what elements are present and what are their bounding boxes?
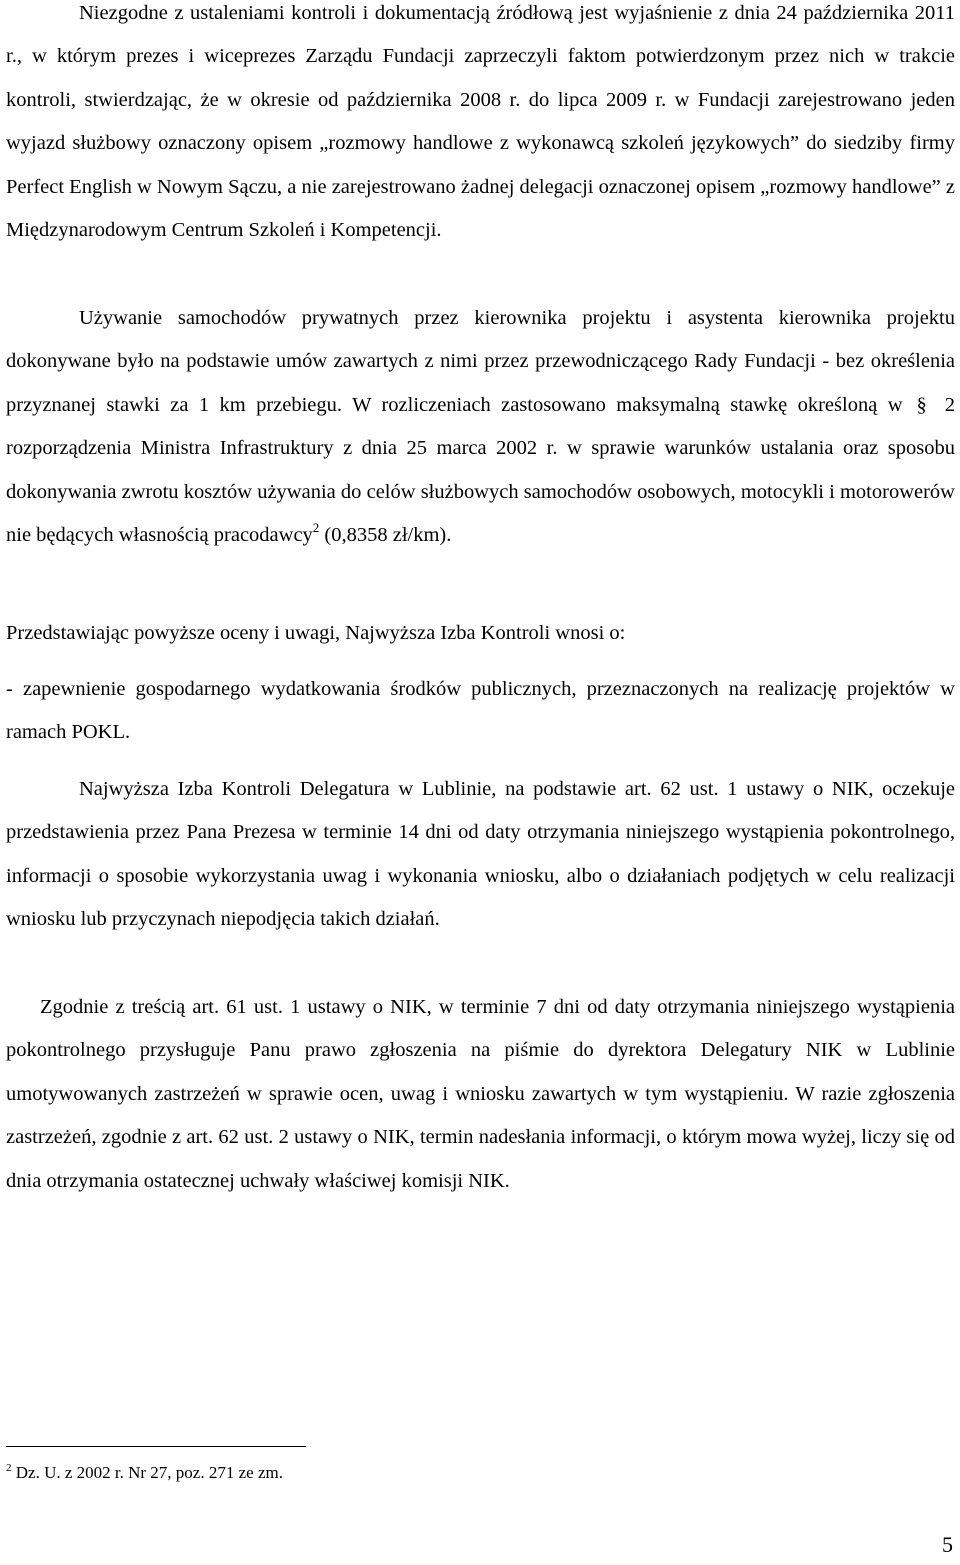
footnote-separator bbox=[6, 1446, 306, 1447]
paragraph-text: Niezgodne z ustaleniami kontroli i dokumentacją źródłową jest wyjaśnienie z dnia 24 października 2011 r., w którym prezes i wiceprezes Zarządu Fundacji zaprzeczyli faktom potwierdzonym przez nich w trakcie kontroli, stwierdzając, że w okresie od października 2008 r. do lipca 2009 r. w Fundacji zarejestrowano jeden wyjazd służbowy oznaczony opisem „rozmowy handlowe z wykonawcą szkoleń językowych” do siedziby firmy Perfect English w Nowym Sączu, a nie zarejestrowano żadnej delegacji oznaczonej opisem „rozmowy handlowe” z Międzynarodowym Centrum Szkoleń i Kompetencji. bbox=[6, 2, 955, 242]
section-sign: § bbox=[916, 393, 927, 416]
paragraph-motion-intro: Przedstawiając powyższe oceny i uwagi, Najwyższa Izba Kontroli wnosi o: bbox=[6, 622, 626, 644]
paragraph-information-request bbox=[6, 768, 955, 942]
paragraph-text: 2 rozporządzenia Ministra Infrastruktury z dnia 25 marca 2002 r. w sprawie warunków ustalania oraz sposobu dokonywania zwrotu kosztów używania do celów służbowych samochodów osobowych, motocykli i motorowerów nie będących własnością pracodawcy bbox=[6, 393, 955, 547]
footnote-reference: 2 bbox=[312, 520, 320, 536]
paragraph-text: Zgodnie z treścią art. 61 ust. 1 ustawy o NIK, w terminie 7 dni od daty otrzymania niniejszego wystąpienia pokontrolnego przysługuje Panu prawo zgłoszenia na piśmie do dyrektora Delegatury NIK w Lublinie umotywowanych zastrzeżeń w sprawie ocen, uwag i wniosku zawartych w tym wystąpieniu. W razie zgłoszenia zastrzeżeń, zgodnie z art. 62 ust. 2 ustawy o NIK, termin nadesłania informacji, o którym mowa wyżej, liczy się od dnia otrzymania ostatecznej uchwały właściwej komisji NIK. bbox=[6, 996, 955, 1192]
footnote-number: 2 bbox=[6, 1462, 12, 1474]
paragraph-text: Używanie samochodów prywatnych przez kierownika projektu i asystenta kierownika projektu dokonywane było na podstawie umów zawartych z nimi przez przewodniczącego Rady Fundacji - bez określenia przyznanej stawki za 1 km przebiegu. W rozliczeniach zastosowano maksymalną stawkę określoną w bbox=[6, 307, 955, 416]
paragraph-text: (0,8358 zł/km). bbox=[319, 524, 452, 547]
paragraph-text: Najwyższa Izba Kontroli Delegatura w Lublinie, na podstawie art. 62 ust. 1 ustawy o NIK, oczekuje przedstawienia przez Pana Prezesa w terminie 14 dni od daty otrzymania niniejszego wystąpienia pokontrolnego, informacji o sposobie wykorzystania uwag i wykonania wniosku, albo o działaniach podjętych w celu realizacji wniosku lub przyczynach niepodjęcia takich działań. bbox=[6, 778, 955, 931]
paragraph-private-cars bbox=[6, 297, 955, 557]
paragraph-inconsistent-explanation bbox=[6, 0, 955, 252]
paragraph-objection-rights bbox=[6, 986, 955, 1203]
footnote-text: Dz. U. z 2002 r. Nr 27, poz. 271 ze zm. bbox=[11, 1463, 283, 1482]
paragraph-motion-item: - zapewnienie gospodarnego wydatkowania środków publicznych, przeznaczonych na realizację projektów w ramach POKL. bbox=[6, 678, 955, 744]
page-number: 5 bbox=[942, 1532, 953, 1557]
footnote bbox=[6, 1461, 283, 1485]
